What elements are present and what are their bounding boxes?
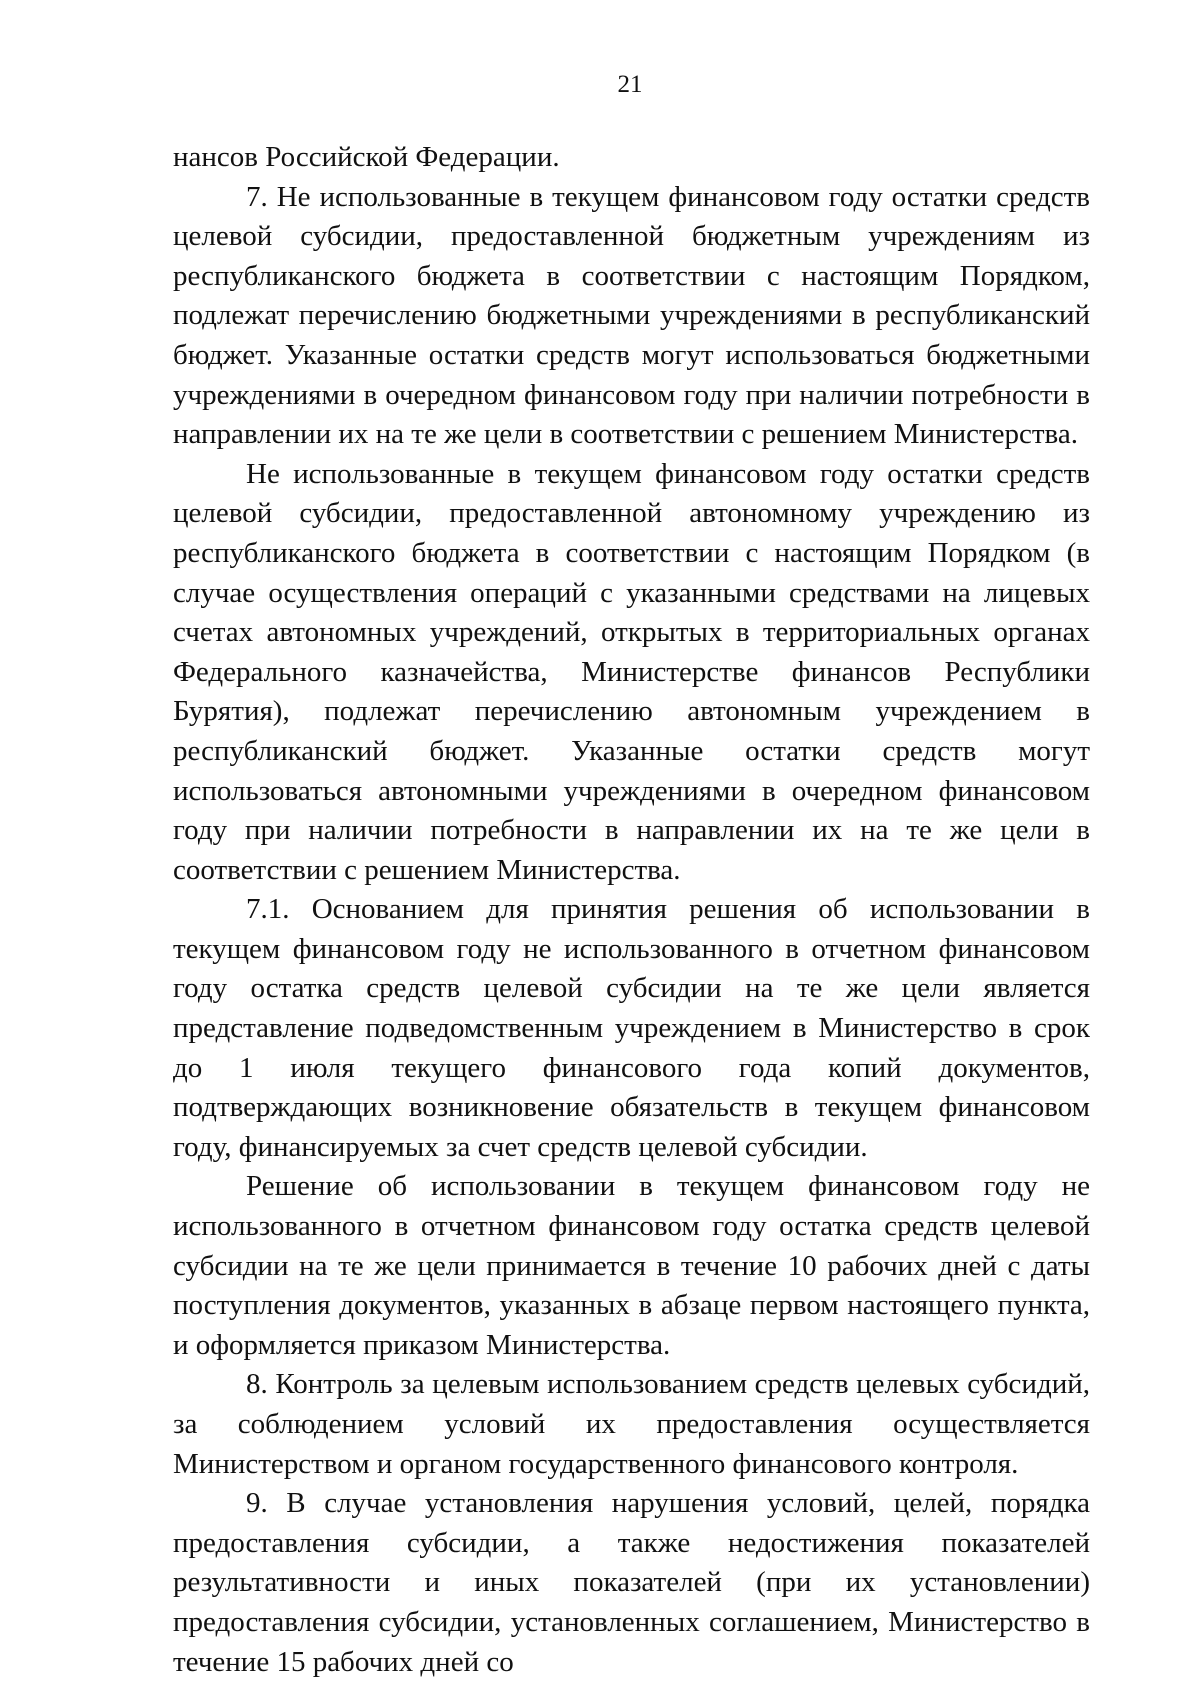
paragraph-decision: Решение об использовании в текущем финансовом году не использованного в отчетном финансовом году остатка средств целевой субсидии на те же цели принимается в течение 10 рабочих дней с даты поступления документов, указанных в абзаце первом настоящего пункта, и оформляется приказом Министерства.: [173, 1170, 1090, 1361]
paragraph-item-9: 9. В случае установления нарушения условий, целей, порядка предоставления субсидии, а также недостижения показателей результативности и иных показателей (при их установлении) предоставления субсидии, установленных соглашением, Министерство в течение 15 рабочих дней со: [173, 1487, 1090, 1678]
paragraph-continuation: нансов Российской Федерации.: [173, 141, 560, 173]
paragraph-item-7: 7. Не использованные в текущем финансовом году остатки средств целевой субсидии, предоставленной бюджетным учреждениям из республиканского бюджета в соответствии с настоящим Порядком, подлежат перечислению бюджетными учреждениями в республиканский бюджет. Указанные остатки средств могут использоваться бюджетными учреждениями в очередном финансовом году при наличии потребности в направлении их на те же цели в соответствии с решением Министерства.: [173, 180, 1090, 451]
page-number: 21: [617, 71, 643, 98]
paragraph-autonomous-remainder: Не использованные в текущем финансовом году остатки средств целевой субсидии, предоставленной автономному учреждению из республиканского бюджета в соответствии с настоящим Порядком (в случае осуществления операций с указанными средствами на лицевых счетах автономных учреждений, открытых в территориальных органах Федерального казначейства, Министерстве финансов Республики Бурятия), подлежат перечислению автономным учреждением в республиканский бюджет. Указанные остатки средств могут использоваться автономными учреждениями в очередном финансовом году при наличии потребности в направлении их на те же цели в соответствии с решением Министерства.: [173, 457, 1090, 886]
document-body: [173, 138, 1090, 1682]
paragraph-item-8: 8. Контроль за целевым использованием средств целевых субсидий, за соблюдением условий их предоставления осуществляется Министерством и органом государственного финансового контроля.: [173, 1368, 1090, 1480]
paragraph-item-7-1: 7.1. Основанием для принятия решения об использовании в текущем финансовом году не использованного в отчетном финансовом году остатка средств целевой субсидии на те же цели является представление подведомственным учреждением в Министерство в срок до 1 июля текущего финансового года копий документов, подтверждающих возникновение обязательств в текущем финансовом году, финансируемых за счет средств целевой субсидии.: [173, 893, 1090, 1163]
